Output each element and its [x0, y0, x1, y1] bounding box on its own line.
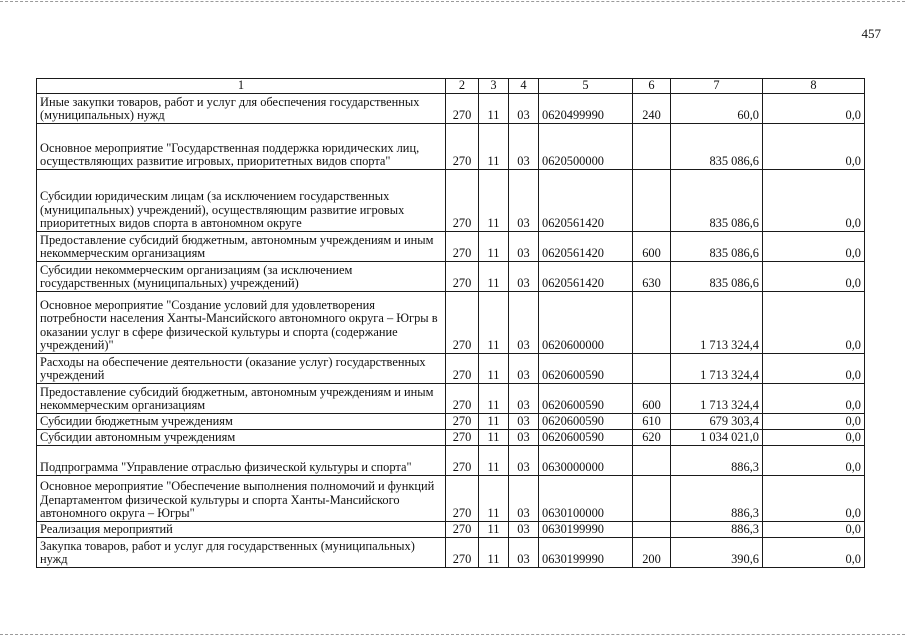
table-row — [37, 292, 865, 354]
scan-bottom-edge — [0, 634, 905, 635]
row-amount: 679 303,4 — [671, 414, 763, 430]
row-admin-code: 270 — [446, 262, 479, 292]
row-name: Субсидии юридическим лицам (за исключением государственных (муниципальных) учреждений), осуществляющим развитие игровых приоритетных видов спорта в автономном округе — [37, 170, 446, 232]
row-section: 11 — [479, 232, 509, 262]
row-subsection: 03 — [509, 446, 539, 476]
row-subsection: 03 — [509, 94, 539, 124]
header-col-2: 2 — [446, 79, 479, 94]
row-name: Иные закупки товаров, работ и услуг для обеспечения государственных (муниципальных) нужд — [37, 94, 446, 124]
row-expense-type: 200 — [633, 538, 671, 568]
row-name: Субсидии автономным учреждениям — [37, 430, 446, 446]
row-section: 11 — [479, 414, 509, 430]
table-row — [37, 94, 865, 124]
row-section: 11 — [479, 476, 509, 522]
row-amount-2: 0,0 — [763, 292, 865, 354]
row-subsection: 03 — [509, 354, 539, 384]
row-amount: 1 713 324,4 — [671, 292, 763, 354]
row-name: Субсидии бюджетным учреждениям — [37, 414, 446, 430]
page-number: 457 — [861, 26, 881, 41]
row-admin-code: 270 — [446, 292, 479, 354]
table-row — [37, 430, 865, 446]
row-subsection: 03 — [509, 522, 539, 538]
row-target-code: 0620499990 — [539, 94, 633, 124]
table-row — [37, 384, 865, 414]
row-amount-2: 0,0 — [763, 522, 865, 538]
row-amount-2: 0,0 — [763, 94, 865, 124]
row-name: Реализация мероприятий — [37, 522, 446, 538]
row-target-code: 0630000000 — [539, 446, 633, 476]
row-subsection: 03 — [509, 414, 539, 430]
row-amount-2: 0,0 — [763, 430, 865, 446]
row-subsection: 03 — [509, 124, 539, 170]
table-row — [37, 446, 865, 476]
row-target-code: 0620600590 — [539, 354, 633, 384]
row-section: 11 — [479, 430, 509, 446]
row-amount: 60,0 — [671, 94, 763, 124]
table-row — [37, 232, 865, 262]
row-admin-code: 270 — [446, 170, 479, 232]
row-amount: 1 713 324,4 — [671, 384, 763, 414]
row-name: Субсидии некоммерческим организациям (за исключением государственных (муниципальных) учреждений) — [37, 262, 446, 292]
row-expense-type: 610 — [633, 414, 671, 430]
row-expense-type — [633, 446, 671, 476]
row-section: 11 — [479, 384, 509, 414]
header-col-1: 1 — [37, 79, 446, 94]
row-amount-2: 0,0 — [763, 232, 865, 262]
row-amount: 886,3 — [671, 446, 763, 476]
row-amount: 886,3 — [671, 522, 763, 538]
row-expense-type — [633, 354, 671, 384]
header-col-5: 5 — [539, 79, 633, 94]
row-admin-code: 270 — [446, 384, 479, 414]
row-subsection: 03 — [509, 538, 539, 568]
table-row — [37, 538, 865, 568]
row-subsection: 03 — [509, 262, 539, 292]
row-name: Основное мероприятие "Государственная поддержка юридических лиц, осуществляющих развитие игровых, приоритетных видов спорта" — [37, 124, 446, 170]
row-admin-code: 270 — [446, 414, 479, 430]
row-target-code: 0620561420 — [539, 170, 633, 232]
row-amount-2: 0,0 — [763, 170, 865, 232]
row-admin-code: 270 — [446, 354, 479, 384]
row-expense-type: 630 — [633, 262, 671, 292]
row-expense-type — [633, 170, 671, 232]
row-subsection: 03 — [509, 232, 539, 262]
row-section: 11 — [479, 124, 509, 170]
row-target-code: 0620600590 — [539, 414, 633, 430]
row-amount: 1 713 324,4 — [671, 354, 763, 384]
row-target-code: 0620561420 — [539, 232, 633, 262]
row-target-code: 0630100000 — [539, 476, 633, 522]
header-row — [37, 79, 865, 94]
row-expense-type — [633, 124, 671, 170]
table-header — [37, 79, 865, 94]
row-subsection: 03 — [509, 170, 539, 232]
row-expense-type: 620 — [633, 430, 671, 446]
row-expense-type — [633, 522, 671, 538]
row-name: Предоставление субсидий бюджетным, автономным учреждениям и иным некоммерческим организациям — [37, 384, 446, 414]
scan-top-edge — [0, 1, 905, 2]
row-amount-2: 0,0 — [763, 538, 865, 568]
row-admin-code: 270 — [446, 522, 479, 538]
row-target-code: 0630199990 — [539, 538, 633, 568]
table-row — [37, 522, 865, 538]
table-row — [37, 476, 865, 522]
budget-table — [36, 78, 865, 568]
row-admin-code: 270 — [446, 94, 479, 124]
row-expense-type: 600 — [633, 232, 671, 262]
header-col-6: 6 — [633, 79, 671, 94]
header-col-7: 7 — [671, 79, 763, 94]
row-expense-type: 600 — [633, 384, 671, 414]
table-row — [37, 354, 865, 384]
row-name: Основное мероприятие "Обеспечение выполнения полномочий и функций Департаментом физической культуры и спорта Ханты-Мансийского автономного округа – Югры" — [37, 476, 446, 522]
row-amount-2: 0,0 — [763, 384, 865, 414]
header-col-8: 8 — [763, 79, 865, 94]
table-row — [37, 170, 865, 232]
row-target-code: 0620600590 — [539, 384, 633, 414]
row-section: 11 — [479, 538, 509, 568]
row-target-code: 0620561420 — [539, 262, 633, 292]
row-admin-code: 270 — [446, 124, 479, 170]
table-row — [37, 414, 865, 430]
row-section: 11 — [479, 354, 509, 384]
row-section: 11 — [479, 446, 509, 476]
row-expense-type — [633, 476, 671, 522]
header-col-4: 4 — [509, 79, 539, 94]
row-admin-code: 270 — [446, 538, 479, 568]
row-amount: 835 086,6 — [671, 262, 763, 292]
row-amount-2: 0,0 — [763, 354, 865, 384]
row-admin-code: 270 — [446, 430, 479, 446]
table-row — [37, 262, 865, 292]
row-amount: 886,3 — [671, 476, 763, 522]
row-amount-2: 0,0 — [763, 124, 865, 170]
row-name: Подпрограмма "Управление отраслью физической культуры и спорта" — [37, 446, 446, 476]
row-amount: 390,6 — [671, 538, 763, 568]
header-col-3: 3 — [479, 79, 509, 94]
row-amount: 835 086,6 — [671, 232, 763, 262]
row-subsection: 03 — [509, 292, 539, 354]
row-amount: 835 086,6 — [671, 124, 763, 170]
row-target-code: 0620500000 — [539, 124, 633, 170]
row-expense-type — [633, 292, 671, 354]
row-admin-code: 270 — [446, 446, 479, 476]
row-target-code: 0620600590 — [539, 430, 633, 446]
row-subsection: 03 — [509, 430, 539, 446]
row-section: 11 — [479, 262, 509, 292]
row-subsection: 03 — [509, 476, 539, 522]
row-subsection: 03 — [509, 384, 539, 414]
row-section: 11 — [479, 94, 509, 124]
row-admin-code: 270 — [446, 232, 479, 262]
row-expense-type: 240 — [633, 94, 671, 124]
row-amount-2: 0,0 — [763, 262, 865, 292]
table-body — [37, 94, 865, 568]
row-amount: 1 034 021,0 — [671, 430, 763, 446]
row-section: 11 — [479, 170, 509, 232]
row-amount-2: 0,0 — [763, 446, 865, 476]
row-admin-code: 270 — [446, 476, 479, 522]
row-target-code: 0630199990 — [539, 522, 633, 538]
row-amount-2: 0,0 — [763, 476, 865, 522]
row-amount-2: 0,0 — [763, 414, 865, 430]
table-row — [37, 124, 865, 170]
row-section: 11 — [479, 292, 509, 354]
row-amount: 835 086,6 — [671, 170, 763, 232]
row-name: Предоставление субсидий бюджетным, автономным учреждениям и иным некоммерческим организациям — [37, 232, 446, 262]
row-name: Основное мероприятие "Создание условий для удовлетворения потребности населения Ханты-Мансийского автономного округа – Югры в оказании услуг в сфере физической культуры и спорта (содержание учреждений)" — [37, 292, 446, 354]
row-name: Закупка товаров, работ и услуг для государственных (муниципальных) нужд — [37, 538, 446, 568]
row-target-code: 0620600000 — [539, 292, 633, 354]
row-name: Расходы на обеспечение деятельности (оказание услуг) государственных учреждений — [37, 354, 446, 384]
row-section: 11 — [479, 522, 509, 538]
